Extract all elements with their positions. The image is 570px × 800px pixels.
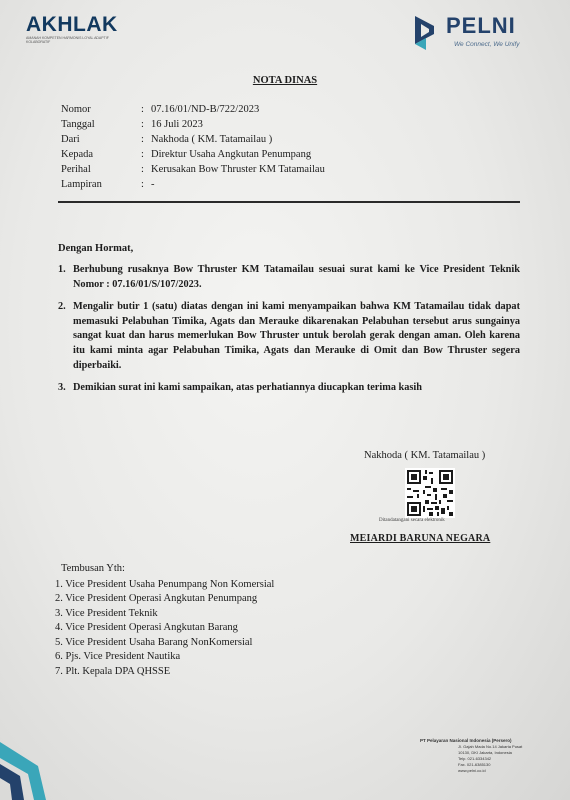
- document-title: NOTA DINAS: [252, 75, 318, 86]
- cc-item: 6. Pjs. Vice President Nautika: [55, 651, 181, 662]
- meta-label: Kepada: [61, 149, 94, 160]
- meta-value: Direktur Usaha Angkutan Penumpang: [151, 149, 312, 160]
- cc-item: 3. Vice President Teknik: [55, 607, 158, 619]
- memo-body: [58, 263, 520, 404]
- cc-item: 5. Vice President Usaha Barang NonKomersial: [55, 636, 253, 648]
- greeting: Dengan Hormat,: [58, 243, 134, 254]
- akhlak-logo: [26, 14, 118, 44]
- cc-list: [55, 562, 274, 679]
- paragraph-number: 2.: [58, 301, 66, 313]
- akhlak-logo-subtext: AMANAH KOMPETEN HARMONIS LOYAL ADAPTIF KOLABORATIF: [26, 36, 109, 44]
- signature-title: Nakhoda ( KM. Tatamailau ): [364, 450, 486, 461]
- meta-colon: :: [141, 104, 144, 115]
- meta-value: Nakhoda ( KM. Tatamailau ): [151, 134, 273, 145]
- header-divider: [58, 201, 520, 203]
- cc-item: 2. Vice President Operasi Angkutan Penumpang: [55, 593, 258, 604]
- meta-value: 16 Juli 2023: [151, 119, 203, 130]
- footer-line: 10130, DKI Jakarta, Indonesia: [458, 750, 512, 755]
- cc-title: Tembusan Yth:: [61, 563, 125, 574]
- memo-meta: [61, 102, 325, 192]
- meta-row-perihal: [61, 162, 325, 177]
- meta-colon: :: [141, 179, 144, 190]
- corner-wave-decoration-icon: [0, 720, 80, 800]
- meta-row-kepada: [61, 147, 325, 162]
- meta-colon: :: [141, 134, 144, 145]
- footer-line: Fax. 021-6385130: [458, 762, 491, 767]
- meta-row-tanggal: [61, 117, 325, 132]
- pelni-mark-icon: [412, 14, 442, 50]
- signatory-name: MEIARDI BARUNA NEGARA: [350, 533, 491, 544]
- meta-value: 07.16/01/ND-B/722/2023: [151, 104, 260, 115]
- meta-label: Nomor: [61, 104, 91, 115]
- footer-line: www.pelni.co.id: [458, 768, 486, 773]
- cc-item: 4. Vice President Operasi Angkutan Barang: [55, 622, 238, 633]
- meta-value: -: [151, 179, 155, 190]
- footer-company: PT Pelayaran Nasional Indonesia (Persero): [420, 738, 512, 743]
- meta-row-nomor: [61, 102, 325, 117]
- akhlak-logo-text: AKHLAK: [26, 13, 118, 36]
- signature-note: Ditandatangani secara elektronik: [379, 518, 445, 523]
- meta-colon: :: [141, 164, 144, 175]
- body-paragraph: [58, 300, 520, 373]
- paragraph-number: 1.: [58, 264, 66, 275]
- footer-line: Jl. Gajah Mada No.14 Jakarta Pusat: [458, 744, 523, 749]
- footer-line: Telp. 021-6334342: [458, 756, 492, 761]
- pelni-logo: [410, 10, 540, 54]
- meta-label: Lampiran: [61, 179, 102, 190]
- meta-colon: :: [141, 149, 144, 160]
- body-paragraph: [58, 263, 520, 292]
- meta-colon: :: [141, 119, 144, 130]
- cc-item: 7. Plt. Kepala DPA QHSSE: [55, 665, 171, 677]
- paragraph-text: Demikian surat ini kami sampaikan, atas perhatiannya diucapkan terima kasih: [73, 382, 423, 394]
- paragraph-text: Mengalir butir 1 (satu) diatas dengan ini kami menyampaikan bahwa KM Tatamailau tidak dapat memasuki Pelabuhan Timika, Agats dan Merauke dikarenakan Pelabuhan tersebut arus sungainya sangat kuat dan harus memerlukan Bow Thruster untuk berolah gerak dengan aman. Oleh karena itu kami minta agar Pelabuhan Timika, Agats dan Merauke di Omit dan Bow Thruster segera diperbaiki.: [73, 301, 520, 371]
- paragraph-text: Berhubung rusaknya Bow Thruster KM Tatamailau sesuai surat kami ke Vice President Teknik Nomor : 07.16/01/S/107/2023.: [73, 264, 520, 290]
- meta-row-dari: [61, 132, 325, 147]
- meta-label: Dari: [61, 134, 80, 145]
- cc-item: 1. Vice President Usaha Penumpang Non Komersial: [55, 578, 275, 590]
- meta-label: Perihal: [61, 164, 91, 175]
- pelni-tagline: We Connect, We Unify: [454, 41, 520, 48]
- qr-code-icon: [405, 468, 455, 518]
- pelni-logo-text: PELNI: [446, 13, 516, 38]
- body-paragraph: [58, 381, 520, 396]
- paragraph-number: 3.: [58, 382, 66, 394]
- company-footer: [420, 738, 522, 774]
- meta-value: Kerusakan Bow Thruster KM Tatamailau: [151, 164, 325, 175]
- meta-row-lampiran: [61, 177, 325, 192]
- meta-label: Tanggal: [61, 119, 95, 130]
